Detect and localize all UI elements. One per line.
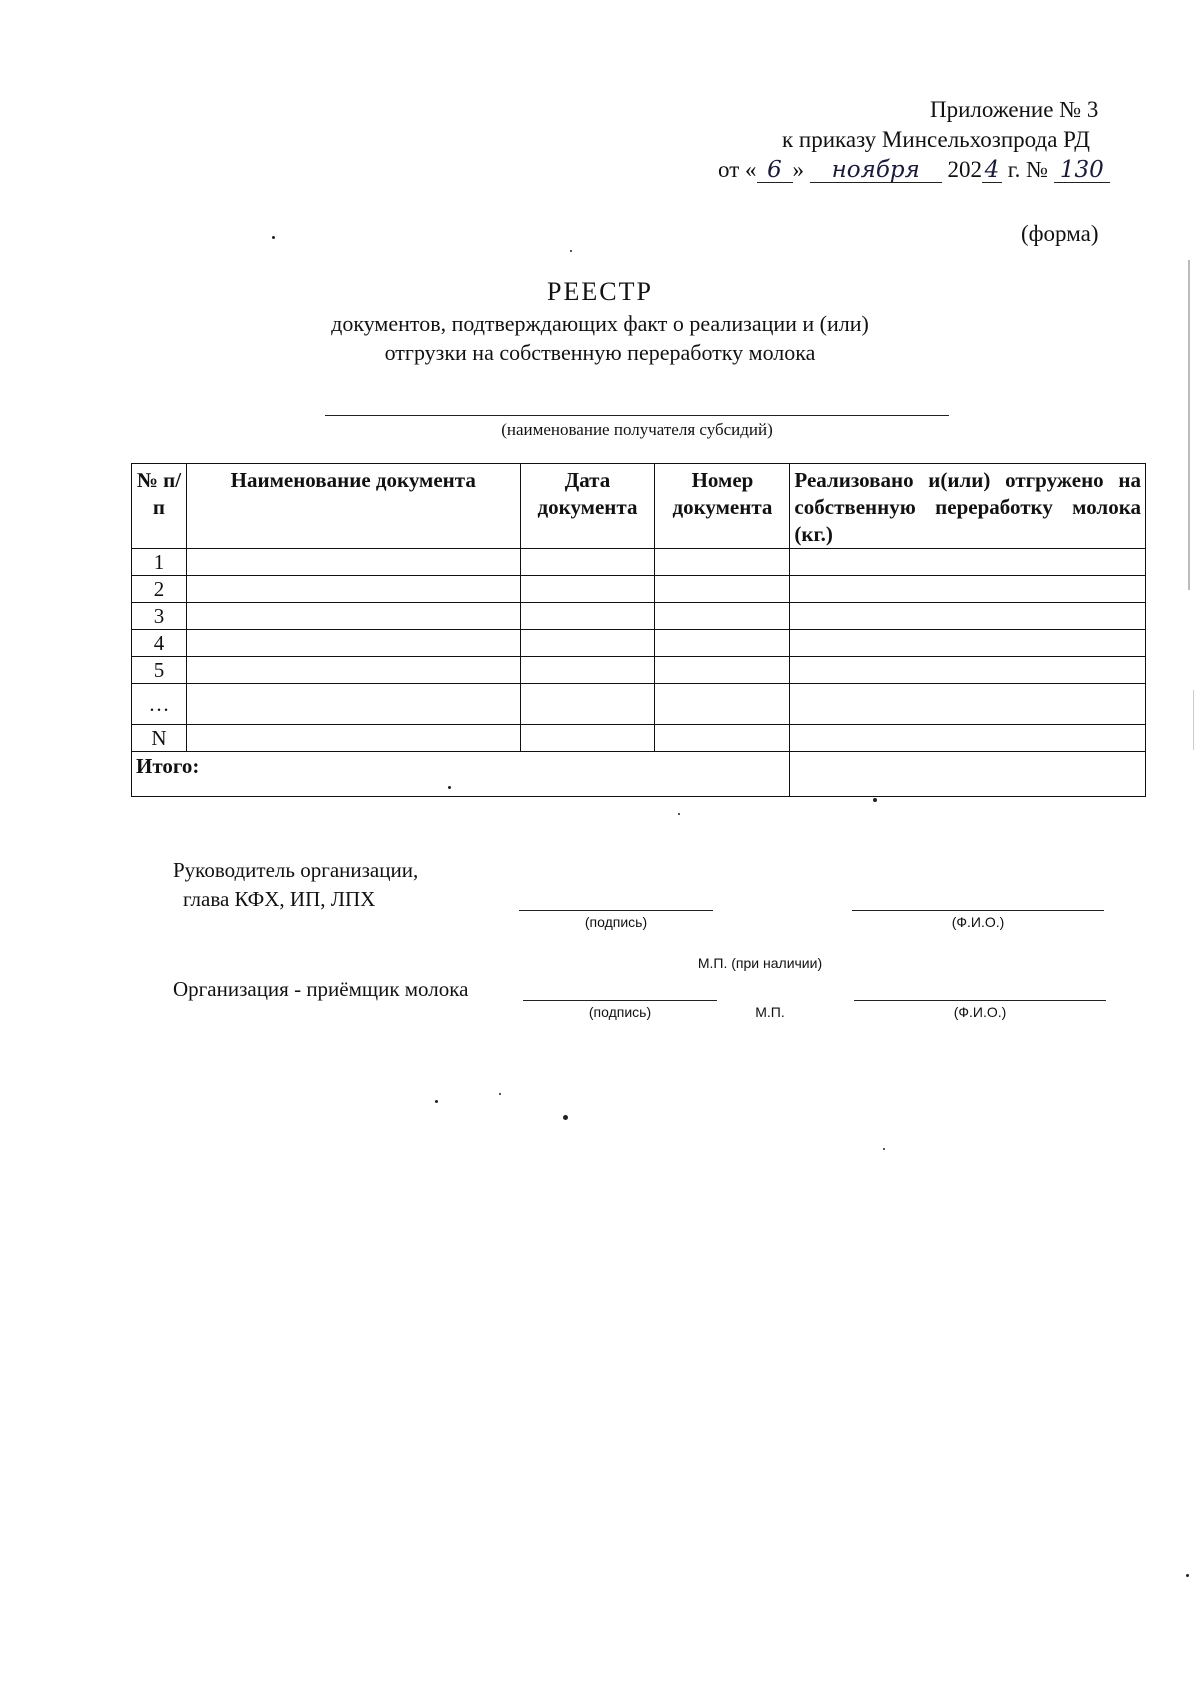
cell-amount[interactable] bbox=[790, 549, 1146, 576]
table-row bbox=[132, 657, 1146, 684]
scan-speck bbox=[448, 786, 451, 789]
cell-document-date[interactable] bbox=[520, 549, 655, 576]
form-label: (форма) bbox=[1021, 221, 1099, 246]
head-fio-caption: (Ф.И.О.) bbox=[951, 914, 1005, 930]
cell-document-name[interactable] bbox=[186, 549, 520, 576]
receiver-signature-line bbox=[523, 1000, 717, 1001]
header-amount: Реализовано и(или) отгружено на собственную переработку молока (кг.) bbox=[790, 464, 1146, 549]
cell-document-number[interactable] bbox=[655, 576, 790, 603]
cell-document-number[interactable] bbox=[655, 549, 790, 576]
recipient-caption: (наименование получателя субсидий) bbox=[501, 420, 773, 439]
order-year-digit: 4 bbox=[982, 158, 1002, 183]
cell-amount[interactable] bbox=[790, 576, 1146, 603]
scan-edge-mark bbox=[1193, 690, 1194, 750]
cell-document-number[interactable] bbox=[655, 657, 790, 684]
date-mid: » bbox=[792, 157, 804, 182]
row-number: 5 bbox=[132, 657, 187, 684]
header-document-number: Номер документа bbox=[655, 464, 790, 549]
table-row bbox=[132, 630, 1146, 657]
cell-document-name[interactable] bbox=[186, 657, 520, 684]
cell-document-date[interactable] bbox=[520, 657, 655, 684]
cell-document-number[interactable] bbox=[655, 684, 790, 725]
receiver-stamp-caption: М.П. bbox=[755, 1004, 785, 1020]
scan-speck bbox=[883, 1148, 885, 1150]
cell-document-number[interactable] bbox=[655, 725, 790, 752]
date-prefix: от « bbox=[718, 157, 757, 182]
cell-document-name[interactable] bbox=[186, 576, 520, 603]
cell-document-name[interactable] bbox=[186, 630, 520, 657]
scan-speck bbox=[499, 1093, 501, 1095]
year-prefix: 202 bbox=[947, 157, 982, 182]
head-signature-line bbox=[519, 910, 713, 911]
document-title: РЕЕСТР bbox=[547, 277, 653, 306]
scan-speck bbox=[1186, 1574, 1189, 1577]
scan-speck bbox=[873, 798, 877, 802]
order-reference: к приказу Минсельхозпрода РД bbox=[782, 127, 1090, 152]
row-number: … bbox=[132, 684, 187, 725]
cell-amount[interactable] bbox=[790, 725, 1146, 752]
table-row bbox=[132, 725, 1146, 752]
document-subtitle-line1: документов, подтверждающих факт о реализации и (или) bbox=[331, 311, 869, 336]
table-row bbox=[132, 603, 1146, 630]
table-row bbox=[132, 549, 1146, 576]
register-table bbox=[131, 463, 1146, 797]
order-month: ноября bbox=[810, 158, 942, 183]
head-label-line1: Руководитель организации, bbox=[173, 858, 419, 882]
table-row bbox=[132, 684, 1146, 725]
receiver-label: Организация - приёмщик молока bbox=[173, 977, 469, 1001]
receiver-fio-caption: (Ф.И.О.) bbox=[953, 1004, 1007, 1020]
cell-amount[interactable] bbox=[790, 603, 1146, 630]
table-row bbox=[132, 576, 1146, 603]
row-number: 4 bbox=[132, 630, 187, 657]
cell-amount[interactable] bbox=[790, 684, 1146, 725]
appendix-label: Приложение № 3 bbox=[930, 97, 1099, 122]
cell-document-date[interactable] bbox=[520, 684, 655, 725]
head-signature-caption: (подпись) bbox=[584, 914, 648, 930]
header-num: № п/п bbox=[132, 464, 187, 549]
cell-amount[interactable] bbox=[790, 657, 1146, 684]
cell-document-number[interactable] bbox=[655, 603, 790, 630]
cell-document-name[interactable] bbox=[186, 725, 520, 752]
total-label: Итого: bbox=[132, 752, 790, 797]
row-number: N bbox=[132, 725, 187, 752]
row-number: 1 bbox=[132, 549, 187, 576]
cell-document-name[interactable] bbox=[186, 684, 520, 725]
scan-speck bbox=[435, 1100, 438, 1103]
scan-edge-mark bbox=[1188, 260, 1190, 590]
document-subtitle-line2: отгрузки на собственную переработку молока bbox=[384, 340, 816, 365]
receiver-fio-line bbox=[854, 1000, 1106, 1001]
cell-document-date[interactable] bbox=[520, 630, 655, 657]
receiver-signature-caption: (подпись) bbox=[588, 1004, 652, 1020]
cell-total-amount[interactable] bbox=[790, 752, 1146, 797]
head-fio-line bbox=[852, 910, 1104, 911]
scan-speck bbox=[272, 236, 275, 239]
cell-document-date[interactable] bbox=[520, 603, 655, 630]
recipient-name-line bbox=[325, 415, 949, 416]
scan-speck bbox=[563, 1115, 568, 1120]
cell-document-date[interactable] bbox=[520, 576, 655, 603]
scan-speck bbox=[570, 250, 572, 252]
row-number: 3 bbox=[132, 603, 187, 630]
stamp-optional-caption: М.П. (при наличии) bbox=[697, 955, 823, 971]
cell-document-date[interactable] bbox=[520, 725, 655, 752]
head-label-line2: глава КФХ, ИП, ЛПХ bbox=[183, 887, 376, 911]
number-label: г. № bbox=[1007, 157, 1049, 182]
cell-document-name[interactable] bbox=[186, 603, 520, 630]
order-date-line bbox=[718, 156, 1110, 184]
cell-document-number[interactable] bbox=[655, 630, 790, 657]
header-document-date: Дата документа bbox=[520, 464, 655, 549]
order-number: 130 bbox=[1054, 158, 1110, 183]
order-day: 6 bbox=[757, 158, 793, 183]
header-document-name: Наименование документа bbox=[186, 464, 520, 549]
total-row bbox=[132, 752, 1146, 797]
cell-amount[interactable] bbox=[790, 630, 1146, 657]
scan-speck bbox=[678, 813, 680, 815]
row-number: 2 bbox=[132, 576, 187, 603]
table-header-row bbox=[132, 464, 1146, 549]
